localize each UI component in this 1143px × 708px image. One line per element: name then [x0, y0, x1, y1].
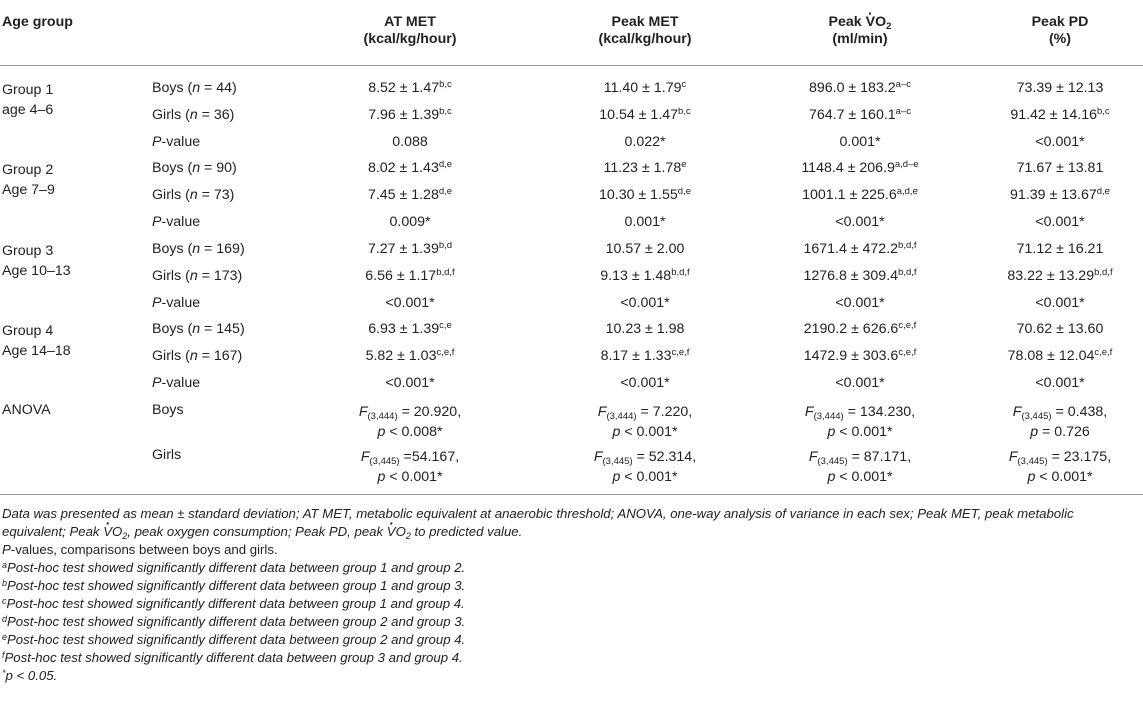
footnote-posthoc: $^c$Post-hoc test showed significantly different data between group 1 and group 4. — [2, 596, 465, 611]
footnote-posthoc: $^b$Post-hoc test showed significantly different data between group 1 and group 3. — [2, 578, 466, 593]
girls-at-met-value: $5.82 \pm 1.03^{c,e,f}$ — [365, 347, 455, 364]
bottom-rule — [0, 494, 1143, 495]
pvalue-at-met: 0.088 — [392, 134, 428, 150]
boys-row-label: Boys (n = 145) — [152, 321, 245, 337]
girls-peak-met-value: $9.13 \pm 1.48^{b,d,f}$ — [600, 267, 690, 284]
boys-peak-vo2-value: $896.0 \pm 183.2^{a-c}$ — [808, 79, 911, 96]
v-dot-glyph: · V — [103, 524, 112, 539]
footnote-posthoc: $^a$Post-hoc test showed significantly different data between group 1 and group 2. — [2, 560, 466, 575]
boys-peak-pd-value: 70.62 ± 13.60 — [1016, 321, 1104, 337]
boys-peak-met-value: 11.40 ± 1.79$^c$ — [603, 79, 687, 96]
boys-row-label: Boys (n = 169) — [152, 241, 245, 257]
footnote-posthoc: $^e$Post-hoc test showed significantly different data between group 2 and group 4. — [2, 632, 466, 647]
girls-peak-met-value: $10.30 \pm 1.55^{d,e}$ — [598, 186, 691, 203]
anova-girls-label: Girls — [152, 447, 182, 463]
boys-at-met-value: $8.02 \pm 1.43^{d,e}$ — [367, 159, 453, 176]
boys-peak-vo2-value: $1671.4 \pm 472.2^{b,d,f}$ — [803, 240, 917, 257]
boys-peak-pd-value: 71.12 ± 16.21 — [1016, 241, 1104, 257]
boys-at-met-value: $8.52 \pm 1.47^{b,c}$ — [368, 79, 452, 96]
footnote-posthoc: $^d$Post-hoc test showed significantly different data between group 2 and group 3. — [2, 614, 466, 629]
pvalue-peak-pd: <0.001* — [1035, 134, 1085, 150]
boys-peak-met-value: 11.23 ± 1.78$^e$ — [603, 159, 687, 176]
anova-boys-peak-vo2: $F_{(3,444)} = 134.230$, p < 0.001* — [804, 404, 916, 440]
girls-peak-pd-value: $91.42 \pm 14.16^{b,c}$ — [1010, 106, 1110, 123]
pvalue-row-label: P-value — [152, 375, 201, 391]
anova-girls-at-met: $F_{(3,445)} =54.167$, p < 0.001* — [360, 449, 460, 485]
girls-peak-met-value: $10.54 \pm 1.47^{b,c}$ — [599, 106, 691, 123]
boys-peak-met-value: 10.57 ± 2.00 — [605, 241, 685, 257]
girls-peak-pd-value: $91.39 \pm 13.67^{d,e}$ — [1010, 186, 1110, 203]
girls-peak-vo2-value: $1001.1 \pm 225.6^{a,d,e}$ — [802, 186, 918, 203]
boys-peak-met-value: 10.23 ± 1.98 — [605, 321, 685, 337]
anova-girls-peak-vo2: $F_{(3,445)} = 87.171$, p < 0.001* — [808, 449, 912, 485]
group-label: Group 3 Age 10–13 — [2, 243, 71, 279]
boys-row-label: Boys (n = 90) — [152, 160, 237, 176]
header-peak-vo2: Peak · $VO_2$ (ml/min) — [780, 14, 940, 48]
pvalue-at-met: 0.009* — [389, 214, 431, 230]
boys-at-met-value: $7.27 \pm 1.39^{b,d}$ — [367, 240, 453, 257]
v-dot-glyph: · V — [866, 14, 875, 30]
header-age-group: Age group — [2, 14, 73, 30]
pvalue-peak-met: 0.022* — [624, 134, 666, 150]
anova-boys-at-met: $F_{(3,444)} = 20.920$, p < 0.008* — [358, 404, 462, 440]
girls-at-met-value: $7.45 \pm 1.28^{d,e}$ — [367, 186, 453, 203]
anova-girls-peak-met: $F_{(3,445)} = 52.314$, p < 0.001* — [593, 449, 697, 485]
pvalue-peak-vo2: <0.001* — [835, 375, 885, 391]
girls-peak-pd-value: $78.08 \pm 12.04^{c,e,f}$ — [1007, 347, 1113, 364]
pvalue-peak-met: <0.001* — [620, 295, 670, 311]
girls-peak-vo2-value: $764.7 \pm 160.1^{a-c}$ — [808, 106, 911, 123]
pvalue-row-label: P-value — [152, 295, 201, 311]
group-label: Group 2 Age 7–9 — [2, 162, 55, 198]
pvalue-row-label: P-value — [152, 134, 201, 150]
girls-peak-vo2-value: $1472.9 \pm 303.6^{c,e,f}$ — [803, 347, 917, 364]
boys-peak-pd-value: 71.67 ± 13.81 — [1016, 160, 1104, 176]
footnote-abbreviations-1: Data was presented as mean ± standard deviation; AT MET, metabolic equivalent at anaerobic threshold; ANOVA, one-way analysis of variance in each sex; Peak MET, peak metabolic — [2, 506, 1074, 521]
girls-row-label: Girls (n = 73) — [152, 187, 235, 203]
header-peak-met: Peak MET (kcal/kg/hour) — [598, 14, 692, 47]
girls-row-label: Girls (n = 36) — [152, 107, 235, 123]
girls-peak-pd-value: $83.22 \pm 13.29^{b,d,f}$ — [1007, 267, 1113, 284]
group-label: Group 4 Age 14–18 — [2, 323, 71, 359]
anova-boys-peak-pd: $F_{(3,445)} = 0.438$, p = 0.726 — [1012, 404, 1108, 440]
header-at-met: AT MET (kcal/kg/hour) — [363, 14, 457, 47]
pvalue-peak-vo2: <0.001* — [835, 295, 885, 311]
pvalue-peak-met: <0.001* — [620, 375, 670, 391]
anova-boys-label: Boys — [152, 402, 184, 418]
girls-peak-met-value: $8.17 \pm 1.33^{c,e,f}$ — [600, 347, 690, 364]
boys-peak-vo2-value: $1148.4 \pm 206.9^{a,d-e}$ — [801, 159, 919, 176]
pvalue-at-met: <0.001* — [385, 295, 435, 311]
pvalue-peak-pd: <0.001* — [1035, 214, 1085, 230]
pvalue-peak-met: 0.001* — [624, 214, 666, 230]
pvalue-at-met: <0.001* — [385, 375, 435, 391]
header-rule — [0, 65, 1143, 66]
footnote-abbreviations-2: equivalent; Peak · $VO_2$, peak oxygen consumption; Peak PD, peak · $VO_2$ to predicted value. — [2, 523, 522, 541]
boys-peak-pd-value: 73.39 ± 12.13 — [1016, 80, 1104, 96]
footnote-pvalues: P-values, comparisons between boys and girls. — [2, 542, 278, 557]
boys-row-label: Boys (n = 44) — [152, 80, 237, 96]
anova-girls-peak-pd: $F_{(3,445)} = 23.175$, p < 0.001* — [1008, 449, 1112, 485]
pvalue-row-label: P-value — [152, 214, 201, 230]
girls-row-label: Girls (n = 167) — [152, 348, 243, 364]
anova-boys-peak-met: $F_{(3,444)} = 7.220$, p < 0.001* — [597, 404, 693, 440]
boys-at-met-value: $6.93 \pm 1.39^{c,e}$ — [368, 320, 452, 337]
girls-peak-vo2-value: $1276.8 \pm 309.4^{b,d,f}$ — [803, 267, 917, 284]
anova-label: ANOVA — [2, 402, 51, 418]
pvalue-peak-pd: <0.001* — [1035, 295, 1085, 311]
boys-peak-vo2-value: $2190.2 \pm 626.6^{c,e,f}$ — [803, 320, 917, 337]
pvalue-peak-vo2: <0.001* — [835, 214, 885, 230]
header-peak-pd: Peak PD (%) — [1031, 14, 1089, 47]
group-label: Group 1 age 4–6 — [2, 82, 54, 118]
pvalue-peak-pd: <0.001* — [1035, 375, 1085, 391]
footnote-posthoc: $^f$Post-hoc test showed significantly different data between group 3 and group 4. — [2, 650, 463, 665]
footnote-significance: *p < 0.05. — [2, 668, 58, 683]
pvalue-peak-vo2: 0.001* — [839, 134, 881, 150]
girls-row-label: Girls (n = 173) — [152, 268, 243, 284]
v-dot-glyph: · V — [387, 524, 396, 539]
girls-at-met-value: $7.96 \pm 1.39^{b,c}$ — [368, 106, 452, 123]
girls-at-met-value: $6.56 \pm 1.17^{b,d,f}$ — [365, 267, 455, 284]
